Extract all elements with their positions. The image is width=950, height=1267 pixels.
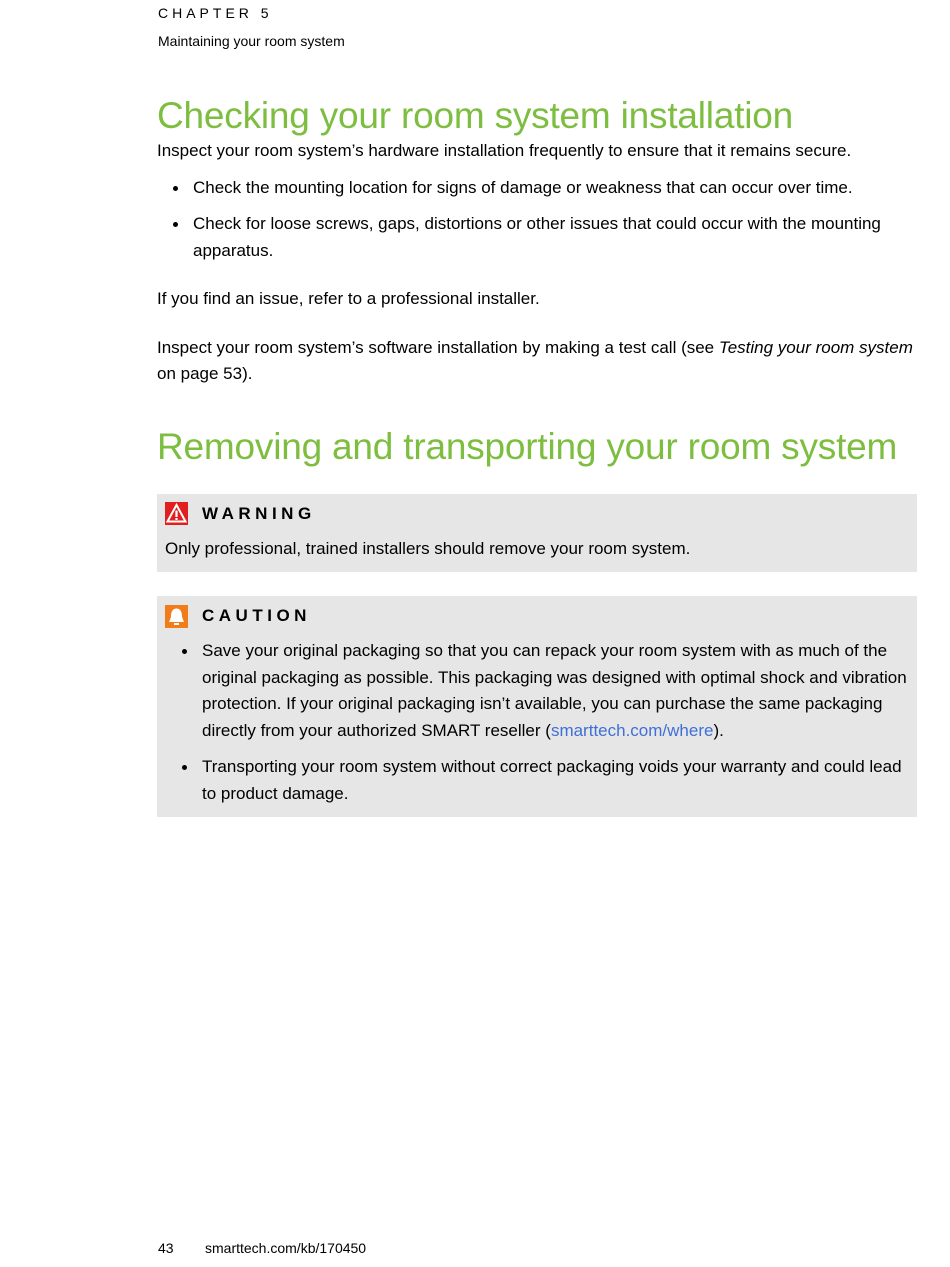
section-checking-installation <box>157 94 917 388</box>
bullet-icon <box>182 765 187 770</box>
bullet-icon <box>173 186 178 191</box>
caution-text-suffix: ). <box>713 720 724 740</box>
caution-header <box>165 604 909 628</box>
intro-paragraph: Inspect your room system’s hardware installation frequently to ensure that it remains secure. <box>157 141 852 160</box>
list-item-text: Check for loose screws, gaps, distortions or other issues that could occur with the mounting apparatus. <box>193 214 881 260</box>
caution-list <box>165 638 909 807</box>
software-text-suffix: on page 53). <box>157 364 253 383</box>
caution-box <box>157 596 917 817</box>
list-item <box>165 754 909 807</box>
page-footer <box>158 1239 366 1257</box>
warning-label: WARNING <box>202 503 316 523</box>
page-content <box>157 94 917 817</box>
section-heading-checking: Checking your room system installation <box>157 95 794 136</box>
chapter-label: CHAPTER 5 <box>158 5 273 21</box>
check-list <box>157 175 917 265</box>
reseller-link[interactable]: smarttech.com/where <box>550 720 714 740</box>
list-item <box>157 211 917 264</box>
caution-label: CAUTION <box>202 606 311 625</box>
caution-text-prefix: Save your original packaging so that you can repack your room system with as much of the original packaging as possible. This packaging was designed with optimal shock and vibration protection. If your original packaging isn’t available, you can purchase the same packaging directly from your authorized SMART reseller ( <box>202 641 907 740</box>
software-text-prefix: Inspect your room system’s software installation by making a test call (see <box>157 337 719 357</box>
list-item-text: Check the mounting location for signs of damage or weakness that can occur over time. <box>193 177 853 197</box>
list-item <box>157 175 917 202</box>
bullet-icon <box>173 222 178 227</box>
warning-triangle-icon <box>165 502 188 525</box>
page-header <box>158 4 345 49</box>
warning-box <box>157 494 917 573</box>
footer-url[interactable]: smarttech.com/kb/170450 <box>205 1240 367 1256</box>
page-number: 43 <box>158 1240 174 1256</box>
warning-text: Only professional, trained installers should remove your room system. <box>165 538 691 558</box>
issue-paragraph: If you find an issue, refer to a professional installer. <box>157 289 540 308</box>
caution-bell-icon <box>165 605 188 628</box>
software-paragraph <box>157 335 917 388</box>
cross-reference: Testing your room system <box>718 337 913 357</box>
bullet-icon <box>182 649 187 654</box>
list-item <box>165 638 909 744</box>
list-item-text: Transporting your room system without correct packaging voids your warranty and could lead to product damage. <box>202 757 902 803</box>
chapter-title: Maintaining your room system <box>158 33 345 49</box>
section-removing-transporting <box>157 425 917 818</box>
warning-header <box>165 502 909 526</box>
section-heading-removing: Removing and transporting your room system <box>157 425 898 467</box>
